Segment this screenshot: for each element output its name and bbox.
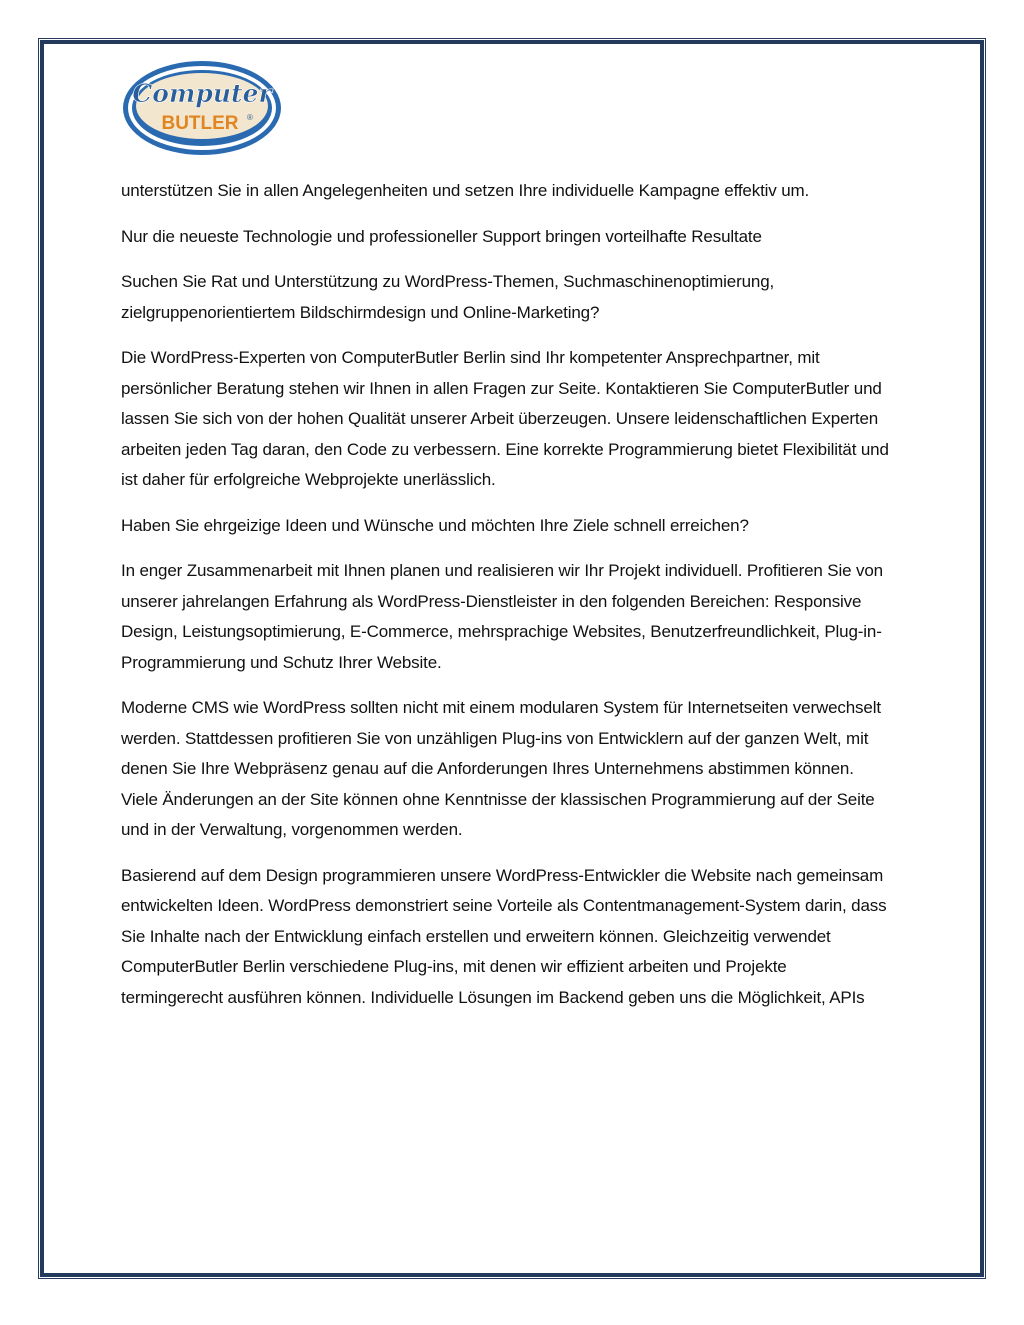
svg-text:Computer: Computer: [132, 79, 272, 108]
computer-butler-logo: [120, 58, 285, 158]
paragraph: Haben Sie ehrgeizige Ideen und Wünsche und möchten Ihre Ziele schnell erreichen?: [121, 515, 749, 535]
paragraph: Basierend auf dem Design programmieren unsere WordPress-Entwickler die Website nach gemeinsam entwickelten Ideen. WordPress demonstriert seine Vorteile als Contentmanagement-System darin, dass Sie Inhalte nach der Entwicklung einfach erstellen und erweitern können. Gleichzeitig verwendet ComputerButler Berlin verschiedene Plug-ins, mit denen wir effizient arbeiten und Projekte termingerecht ausführen können. Individuelle Lösungen im Backend geben uns die Möglichkeit, APIs: [121, 865, 887, 1007]
paragraph: Moderne CMS wie WordPress sollten nicht mit einem modularen System für Internetseiten verwechselt werden. Stattdessen profitieren Sie von unzähligen Plug-ins von Entwicklern auf der ganzen Welt, mit denen Sie Ihre Webpräsenz genau auf die Anforderungen Ihres Unternehmens abstimmen können. Viele Änderungen an der Site können ohne Kenntnisse der klassischen Programmierung auf der Seite und in der Verwaltung, vorgenommen werden.: [121, 698, 881, 839]
paragraph: In enger Zusammenarbeit mit Ihnen planen und realisieren wir Ihr Projekt individuell. Profitieren Sie von unserer jahrelangen Erfahrung als WordPress-Dienstleister in den folgenden Bereichen: Responsive Design, Leistungsoptimierung, E-Commerce, mehrsprachige Websites, Benutzerfreundlichkeit, Plug-in-Programmierung und Schutz Ihrer Website.: [121, 561, 883, 672]
paragraph: Suchen Sie Rat und Unterstützung zu WordPress-Themen, Suchmaschinenoptimierung, zielgruppenorientiertem Bildschirmdesign und Online-Marketing?: [121, 272, 775, 322]
paragraph: Nur die neueste Technologie und professioneller Support bringen vorteilhafte Resultate: [121, 226, 762, 246]
document-body: [121, 176, 891, 1028]
paragraph: unterstützen Sie in allen Angelegenheiten und setzen Ihre individuelle Kampagne effektiv um.: [121, 181, 810, 200]
paragraph: Die WordPress-Experten von ComputerButler Berlin sind Ihr kompetenter Ansprechpartner, mit persönlicher Beratung stehen wir Ihnen in allen Fragen zur Seite. Kontaktieren Sie ComputerButler und lassen Sie sich von der hohen Qualität unserer Arbeit überzeugen. Unsere leidenschaftlichen Experten arbeiten jeden Tag daran, den Code zu verbessern. Eine korrekte Programmierung bietet Flexibilität und ist daher für erfolgreiche Webprojekte unerlässlich.: [121, 348, 889, 489]
svg-text:®: ®: [247, 113, 253, 122]
svg-text:BUTLER: BUTLER: [161, 113, 239, 134]
